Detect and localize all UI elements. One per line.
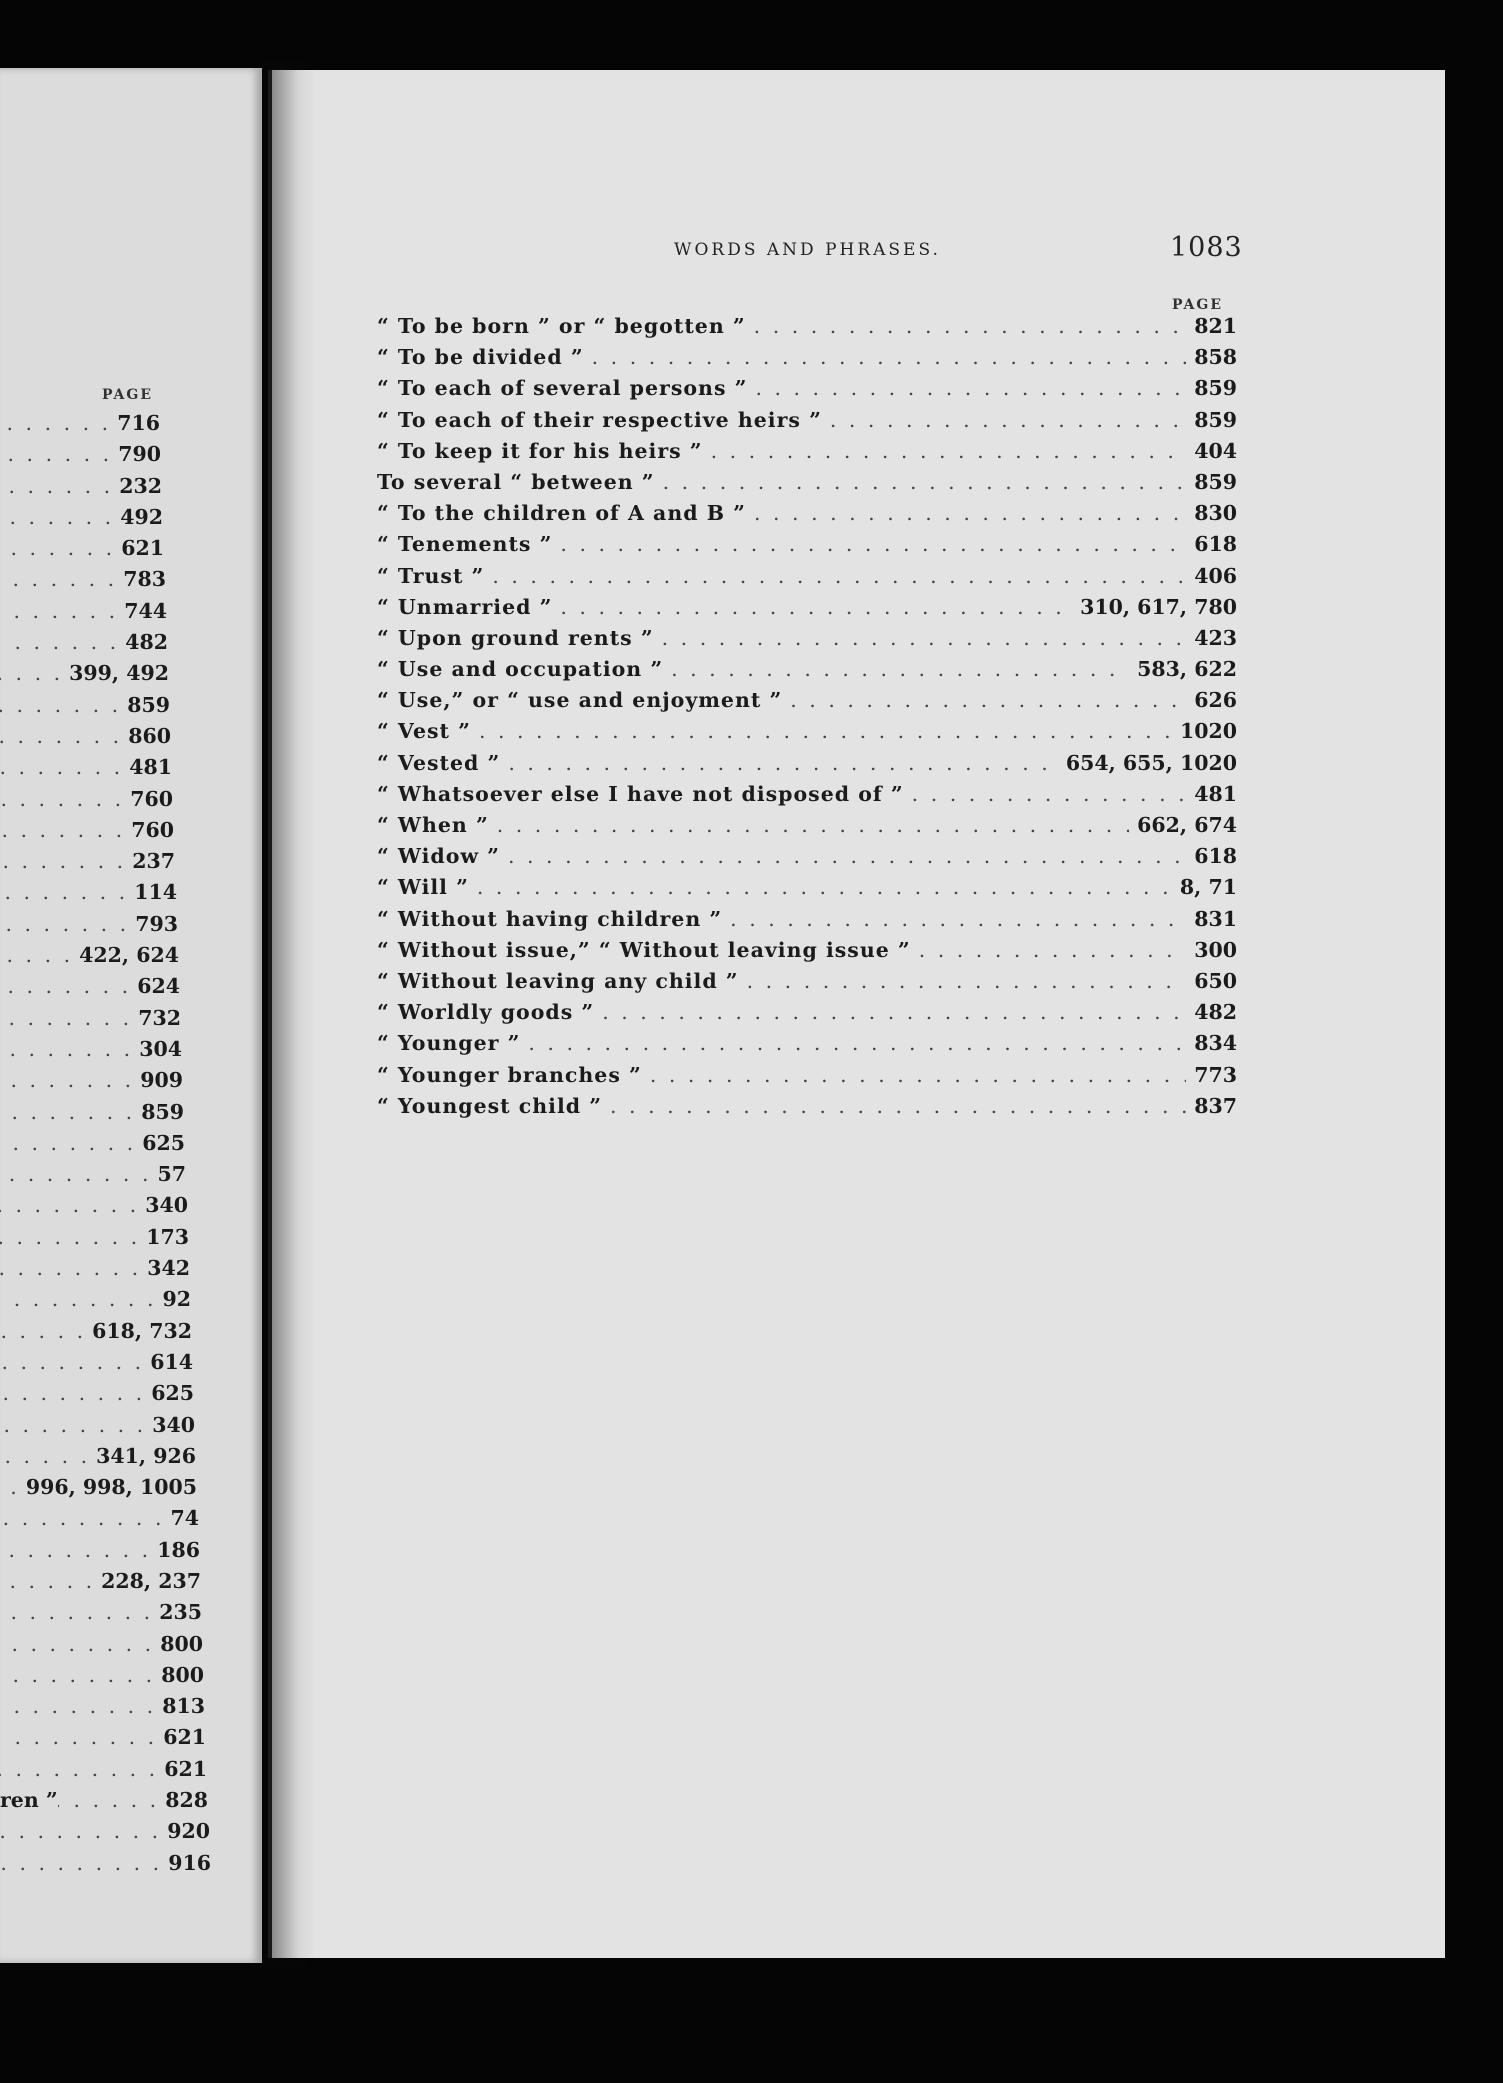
dot-leader bbox=[0, 411, 111, 435]
dot-leader bbox=[610, 1094, 1186, 1118]
dot-leader bbox=[0, 1100, 135, 1124]
index-term: To several “ between ” bbox=[377, 469, 655, 494]
dot-leader bbox=[830, 408, 1186, 432]
dot-leader bbox=[0, 442, 112, 466]
index-entry bbox=[377, 532, 1237, 563]
dot-leader bbox=[508, 751, 1058, 775]
dot-leader bbox=[747, 969, 1187, 993]
left-index-entry bbox=[0, 974, 180, 1005]
index-page-refs: 583, 622 bbox=[1137, 657, 1237, 682]
dot-leader bbox=[0, 1225, 140, 1249]
left-index-entry bbox=[0, 411, 160, 442]
left-index-page-refs: 793 bbox=[135, 911, 178, 936]
left-index-page-refs: 783 bbox=[123, 567, 166, 592]
index-page-refs: 481 bbox=[1194, 781, 1237, 806]
dot-leader bbox=[0, 787, 124, 811]
dot-leader bbox=[0, 1819, 161, 1843]
index-entry bbox=[377, 564, 1237, 595]
left-index-entry bbox=[0, 1100, 184, 1131]
left-index-entry bbox=[0, 536, 164, 567]
dot-leader bbox=[0, 1851, 162, 1875]
dot-leader bbox=[671, 657, 1129, 681]
left-index-entry bbox=[0, 1225, 189, 1256]
page-number: 1083 bbox=[1170, 232, 1243, 263]
dot-leader bbox=[711, 439, 1187, 463]
index-term: “ When ” bbox=[377, 813, 489, 837]
dot-leader bbox=[0, 1131, 136, 1155]
left-index-entry bbox=[0, 630, 168, 661]
index-entry bbox=[377, 314, 1237, 345]
left-index-entry bbox=[0, 943, 179, 974]
index-term: “ Widow ” bbox=[377, 844, 500, 869]
dot-leader bbox=[730, 907, 1186, 931]
dot-leader bbox=[0, 1162, 151, 1186]
dot-leader bbox=[919, 938, 1187, 962]
dot-leader bbox=[0, 1037, 133, 1061]
index-page-refs: 773 bbox=[1194, 1062, 1237, 1087]
dot-leader bbox=[0, 1663, 155, 1687]
left-index-page-refs: 74 bbox=[170, 1506, 199, 1531]
left-index-page-refs: 996, 998, 1005 bbox=[25, 1475, 197, 1500]
index-entry bbox=[377, 813, 1237, 844]
left-index-page-refs: 341, 926 bbox=[96, 1443, 196, 1468]
left-index-page-refs: 860 bbox=[128, 723, 171, 748]
index-page-refs: 654, 655, 1020 bbox=[1065, 750, 1237, 775]
left-index-page-refs: 800 bbox=[160, 1631, 203, 1656]
dot-leader bbox=[790, 688, 1186, 712]
right-entry-list bbox=[377, 314, 1237, 1125]
index-entry bbox=[377, 907, 1237, 938]
left-index-entry bbox=[0, 1506, 199, 1537]
index-entry bbox=[377, 688, 1237, 719]
left-index-entry bbox=[0, 693, 170, 724]
left-index-entry bbox=[0, 1162, 186, 1193]
index-entry bbox=[377, 1031, 1237, 1062]
dot-leader bbox=[754, 501, 1186, 525]
index-term: “ To be divided ” bbox=[377, 345, 584, 370]
dot-leader bbox=[0, 1725, 157, 1749]
left-index-page-refs: 732 bbox=[138, 1005, 181, 1030]
left-index-entry bbox=[0, 1413, 195, 1444]
left-index-entry bbox=[0, 599, 167, 630]
left-index-entry bbox=[0, 912, 178, 943]
left-index-entry bbox=[0, 1569, 201, 1600]
index-term: “ Youngest child ” bbox=[377, 1093, 603, 1118]
left-index-page-refs: 482 bbox=[125, 630, 168, 655]
dot-leader bbox=[479, 719, 1172, 743]
index-term: “ Younger branches ” bbox=[377, 1062, 642, 1087]
left-index-entry bbox=[0, 442, 161, 473]
index-entry bbox=[377, 345, 1237, 376]
dot-leader bbox=[0, 1193, 139, 1217]
index-term: “ To each of their respective heirs ” bbox=[377, 407, 822, 432]
left-index-page-refs: 235 bbox=[159, 1600, 202, 1625]
dot-leader bbox=[0, 974, 131, 998]
left-index-entry bbox=[0, 849, 175, 880]
dot-leader bbox=[508, 844, 1186, 868]
left-index-page-refs: 57 bbox=[157, 1162, 186, 1187]
left-index-entry bbox=[0, 1600, 202, 1631]
dot-leader bbox=[0, 1444, 90, 1468]
left-index-page-refs: 813 bbox=[162, 1694, 205, 1719]
left-index-page-refs: 342 bbox=[147, 1256, 190, 1281]
left-index-page-refs: 800 bbox=[161, 1662, 204, 1687]
left-index-page-refs: 237 bbox=[132, 849, 175, 874]
index-page-refs: 618 bbox=[1194, 844, 1237, 869]
left-index-entry bbox=[0, 1037, 182, 1068]
dot-leader bbox=[0, 1287, 156, 1311]
dot-leader bbox=[662, 626, 1187, 650]
left-index-entry bbox=[0, 880, 177, 911]
dot-leader bbox=[602, 1000, 1186, 1024]
left-index-entry bbox=[0, 724, 171, 755]
index-entry bbox=[377, 1094, 1237, 1125]
dot-leader bbox=[0, 1256, 141, 1280]
left-index-entry bbox=[0, 1131, 185, 1162]
left-index-entry bbox=[0, 1444, 196, 1475]
index-entry bbox=[377, 938, 1237, 969]
left-index-page-refs: 828 bbox=[165, 1788, 208, 1813]
dot-leader bbox=[477, 875, 1172, 899]
index-entry bbox=[377, 719, 1237, 750]
left-index-entry bbox=[0, 1538, 200, 1569]
left-index-page-refs: 614 bbox=[150, 1349, 193, 1374]
dot-leader bbox=[755, 376, 1186, 400]
dot-leader bbox=[497, 813, 1129, 837]
index-term: “ Worldly goods ” bbox=[377, 1000, 595, 1025]
index-entry bbox=[377, 470, 1237, 501]
left-index-entry bbox=[0, 1381, 194, 1412]
dot-leader bbox=[663, 470, 1187, 494]
index-term: “ Younger ” bbox=[377, 1031, 521, 1056]
left-index-entry bbox=[0, 787, 173, 818]
left-index-page-refs: 228, 237 bbox=[101, 1568, 201, 1593]
left-index-entry bbox=[0, 1632, 203, 1663]
left-index-entry bbox=[0, 1694, 205, 1725]
index-page-refs: 858 bbox=[1194, 345, 1237, 370]
left-index-page-refs: 909 bbox=[140, 1068, 183, 1093]
index-entry bbox=[377, 1000, 1237, 1031]
dot-leader bbox=[0, 1068, 134, 1092]
index-page-refs: 830 bbox=[1194, 501, 1237, 526]
left-index-entry bbox=[0, 1350, 193, 1381]
index-entry bbox=[377, 969, 1237, 1000]
dot-leader bbox=[0, 880, 128, 904]
left-index-entry bbox=[0, 1068, 183, 1099]
dot-leader bbox=[0, 505, 114, 529]
left-index-term: ren ” bbox=[0, 1788, 58, 1813]
index-page-refs: 662, 674 bbox=[1137, 813, 1237, 837]
index-entry bbox=[377, 875, 1237, 906]
left-index-page-refs: 859 bbox=[141, 1099, 184, 1124]
index-page-refs: 423 bbox=[1194, 625, 1237, 650]
dot-leader bbox=[0, 943, 73, 967]
index-term: “ Use and occupation ” bbox=[377, 657, 664, 682]
index-page-refs: 404 bbox=[1194, 438, 1237, 463]
dot-leader bbox=[0, 599, 118, 623]
index-page-refs: 482 bbox=[1194, 1000, 1237, 1025]
left-index-entry bbox=[0, 1725, 206, 1756]
dot-leader bbox=[0, 1569, 95, 1593]
left-index-entry bbox=[0, 1256, 190, 1287]
index-entry bbox=[377, 844, 1237, 875]
left-index-page-refs: 618, 732 bbox=[92, 1318, 192, 1343]
left-index-entry bbox=[0, 1757, 207, 1788]
index-term: “ To the children of A and B ” bbox=[377, 501, 746, 526]
dot-leader bbox=[560, 595, 1072, 619]
dot-leader bbox=[0, 1006, 132, 1030]
dot-leader bbox=[0, 661, 63, 685]
left-index-page-refs: 744 bbox=[124, 598, 167, 623]
index-page-refs: 821 bbox=[1194, 314, 1237, 338]
dot-leader bbox=[58, 1788, 160, 1812]
dot-leader bbox=[912, 782, 1187, 806]
dot-leader bbox=[0, 1538, 151, 1562]
dot-leader bbox=[0, 693, 121, 717]
dot-leader bbox=[0, 536, 115, 560]
left-index-page-refs: 625 bbox=[142, 1130, 185, 1155]
left-index-page-refs: 340 bbox=[145, 1193, 188, 1218]
index-page-refs: 310, 617, 780 bbox=[1080, 594, 1237, 619]
index-page-refs: 1020 bbox=[1179, 719, 1237, 744]
left-index-page-refs: 481 bbox=[129, 755, 172, 780]
dot-leader bbox=[0, 567, 117, 591]
index-term: “ Vested ” bbox=[377, 750, 501, 775]
left-page bbox=[0, 68, 262, 1963]
index-entry bbox=[377, 1063, 1237, 1094]
dot-leader bbox=[0, 1694, 156, 1718]
left-index-entry bbox=[0, 1819, 210, 1850]
index-term: “ Unmarried ” bbox=[377, 594, 553, 619]
left-column-heading: PAGE bbox=[102, 387, 153, 403]
left-index-page-refs: 760 bbox=[130, 786, 173, 811]
left-index-page-refs: 186 bbox=[157, 1537, 200, 1562]
left-index-entry bbox=[0, 818, 174, 849]
dot-leader bbox=[0, 1475, 20, 1499]
index-term: “ Tenements ” bbox=[377, 532, 553, 557]
index-entry bbox=[377, 751, 1237, 782]
index-page-refs: 859 bbox=[1194, 376, 1237, 401]
index-term: “ Will ” bbox=[377, 875, 469, 900]
index-page-refs: 837 bbox=[1194, 1093, 1237, 1118]
left-index-page-refs: 916 bbox=[168, 1850, 211, 1875]
dot-leader bbox=[0, 818, 125, 842]
index-term: “ Use,” or “ use and enjoyment ” bbox=[377, 688, 783, 713]
left-index-page-refs: 760 bbox=[131, 817, 174, 842]
index-page-refs: 650 bbox=[1194, 968, 1237, 993]
left-index-page-refs: 422, 624 bbox=[79, 943, 179, 968]
dot-leader bbox=[528, 1031, 1186, 1055]
dot-leader bbox=[754, 314, 1187, 338]
left-index-entry bbox=[0, 661, 169, 692]
left-index-page-refs: 492 bbox=[120, 504, 163, 529]
dot-leader bbox=[0, 1413, 146, 1437]
running-head: WORDS AND PHRASES. bbox=[674, 240, 941, 260]
index-term: “ To be born ” or “ begotten ” bbox=[377, 314, 746, 338]
left-index-entry bbox=[0, 755, 172, 786]
left-index-page-refs: 625 bbox=[151, 1381, 194, 1406]
left-index-page-refs: 399, 492 bbox=[69, 661, 169, 686]
dot-leader bbox=[0, 1319, 86, 1343]
left-index-page-refs: 304 bbox=[139, 1036, 182, 1061]
left-index-entry bbox=[0, 1319, 192, 1350]
left-index-page-refs: 859 bbox=[127, 692, 170, 717]
index-entry bbox=[377, 439, 1237, 470]
index-term: “ Upon ground rents ” bbox=[377, 625, 654, 650]
left-index-page-refs: 232 bbox=[119, 473, 162, 498]
left-index-entry bbox=[0, 1663, 204, 1694]
dot-leader bbox=[592, 345, 1187, 369]
left-index-entry bbox=[0, 1475, 197, 1506]
index-entry bbox=[377, 782, 1237, 813]
left-index-entry bbox=[0, 1788, 208, 1819]
dot-leader bbox=[650, 1063, 1186, 1087]
left-index-page-refs: 114 bbox=[134, 880, 177, 905]
index-term: “ Trust ” bbox=[377, 563, 485, 588]
dot-leader bbox=[0, 1350, 144, 1374]
index-page-refs: 834 bbox=[1194, 1031, 1237, 1056]
dot-leader bbox=[0, 1600, 153, 1624]
index-term: “ Without leaving any child ” bbox=[377, 968, 739, 993]
index-page-refs: 406 bbox=[1194, 563, 1237, 588]
index-term: “ Whatsoever else I have not disposed of ” bbox=[377, 781, 904, 806]
index-entry bbox=[377, 626, 1237, 657]
left-index-page-refs: 624 bbox=[137, 974, 180, 999]
dot-leader bbox=[0, 755, 123, 779]
left-index-page-refs: 621 bbox=[163, 1725, 206, 1750]
index-term: “ To each of several persons ” bbox=[377, 376, 748, 401]
left-index-entry bbox=[0, 505, 163, 536]
index-page-refs: 618 bbox=[1194, 532, 1237, 557]
left-index-page-refs: 340 bbox=[152, 1412, 195, 1437]
dot-leader bbox=[492, 564, 1186, 588]
left-index-page-refs: 621 bbox=[121, 536, 164, 561]
index-page-refs: 300 bbox=[1194, 937, 1237, 962]
left-index-entry bbox=[0, 1287, 191, 1318]
left-index-page-refs: 173 bbox=[146, 1224, 189, 1249]
left-index-entry bbox=[0, 474, 162, 505]
index-term: “ Without issue,” “ Without leaving issue ” bbox=[377, 937, 911, 962]
index-term: “ Vest ” bbox=[377, 719, 471, 744]
index-page-refs: 831 bbox=[1194, 906, 1237, 931]
right-column-heading: PAGE bbox=[1172, 297, 1223, 313]
index-entry bbox=[377, 376, 1237, 407]
left-index-page-refs: 920 bbox=[167, 1819, 210, 1844]
left-index-entry bbox=[0, 1851, 211, 1882]
left-index-page-refs: 621 bbox=[164, 1756, 207, 1781]
dot-leader bbox=[0, 1632, 154, 1656]
left-index-entry bbox=[0, 1006, 181, 1037]
index-term: “ To keep it for his heirs ” bbox=[377, 438, 703, 463]
dot-leader bbox=[0, 1757, 158, 1781]
index-page-refs: 626 bbox=[1194, 688, 1237, 713]
dot-leader bbox=[0, 912, 129, 936]
dot-leader bbox=[0, 849, 126, 873]
dot-leader bbox=[560, 532, 1186, 556]
dot-leader bbox=[0, 474, 113, 498]
index-term: “ Without having children ” bbox=[377, 906, 723, 931]
index-page-refs: 859 bbox=[1194, 407, 1237, 432]
left-index-page-refs: 790 bbox=[118, 442, 161, 467]
dot-leader bbox=[0, 724, 122, 748]
index-page-refs: 8, 71 bbox=[1179, 875, 1237, 900]
left-entry-list bbox=[0, 411, 211, 1882]
index-page-refs: 859 bbox=[1194, 469, 1237, 494]
dot-leader bbox=[0, 1381, 145, 1405]
index-entry bbox=[377, 501, 1237, 532]
left-index-page-refs: 92 bbox=[162, 1287, 191, 1312]
dot-leader bbox=[0, 1506, 164, 1530]
left-index-entry bbox=[0, 1193, 188, 1224]
left-index-page-refs: 716 bbox=[117, 411, 160, 435]
index-entry bbox=[377, 595, 1237, 626]
index-entry bbox=[377, 657, 1237, 688]
index-entry bbox=[377, 408, 1237, 439]
dot-leader bbox=[0, 630, 119, 654]
left-index-entry bbox=[0, 567, 166, 598]
